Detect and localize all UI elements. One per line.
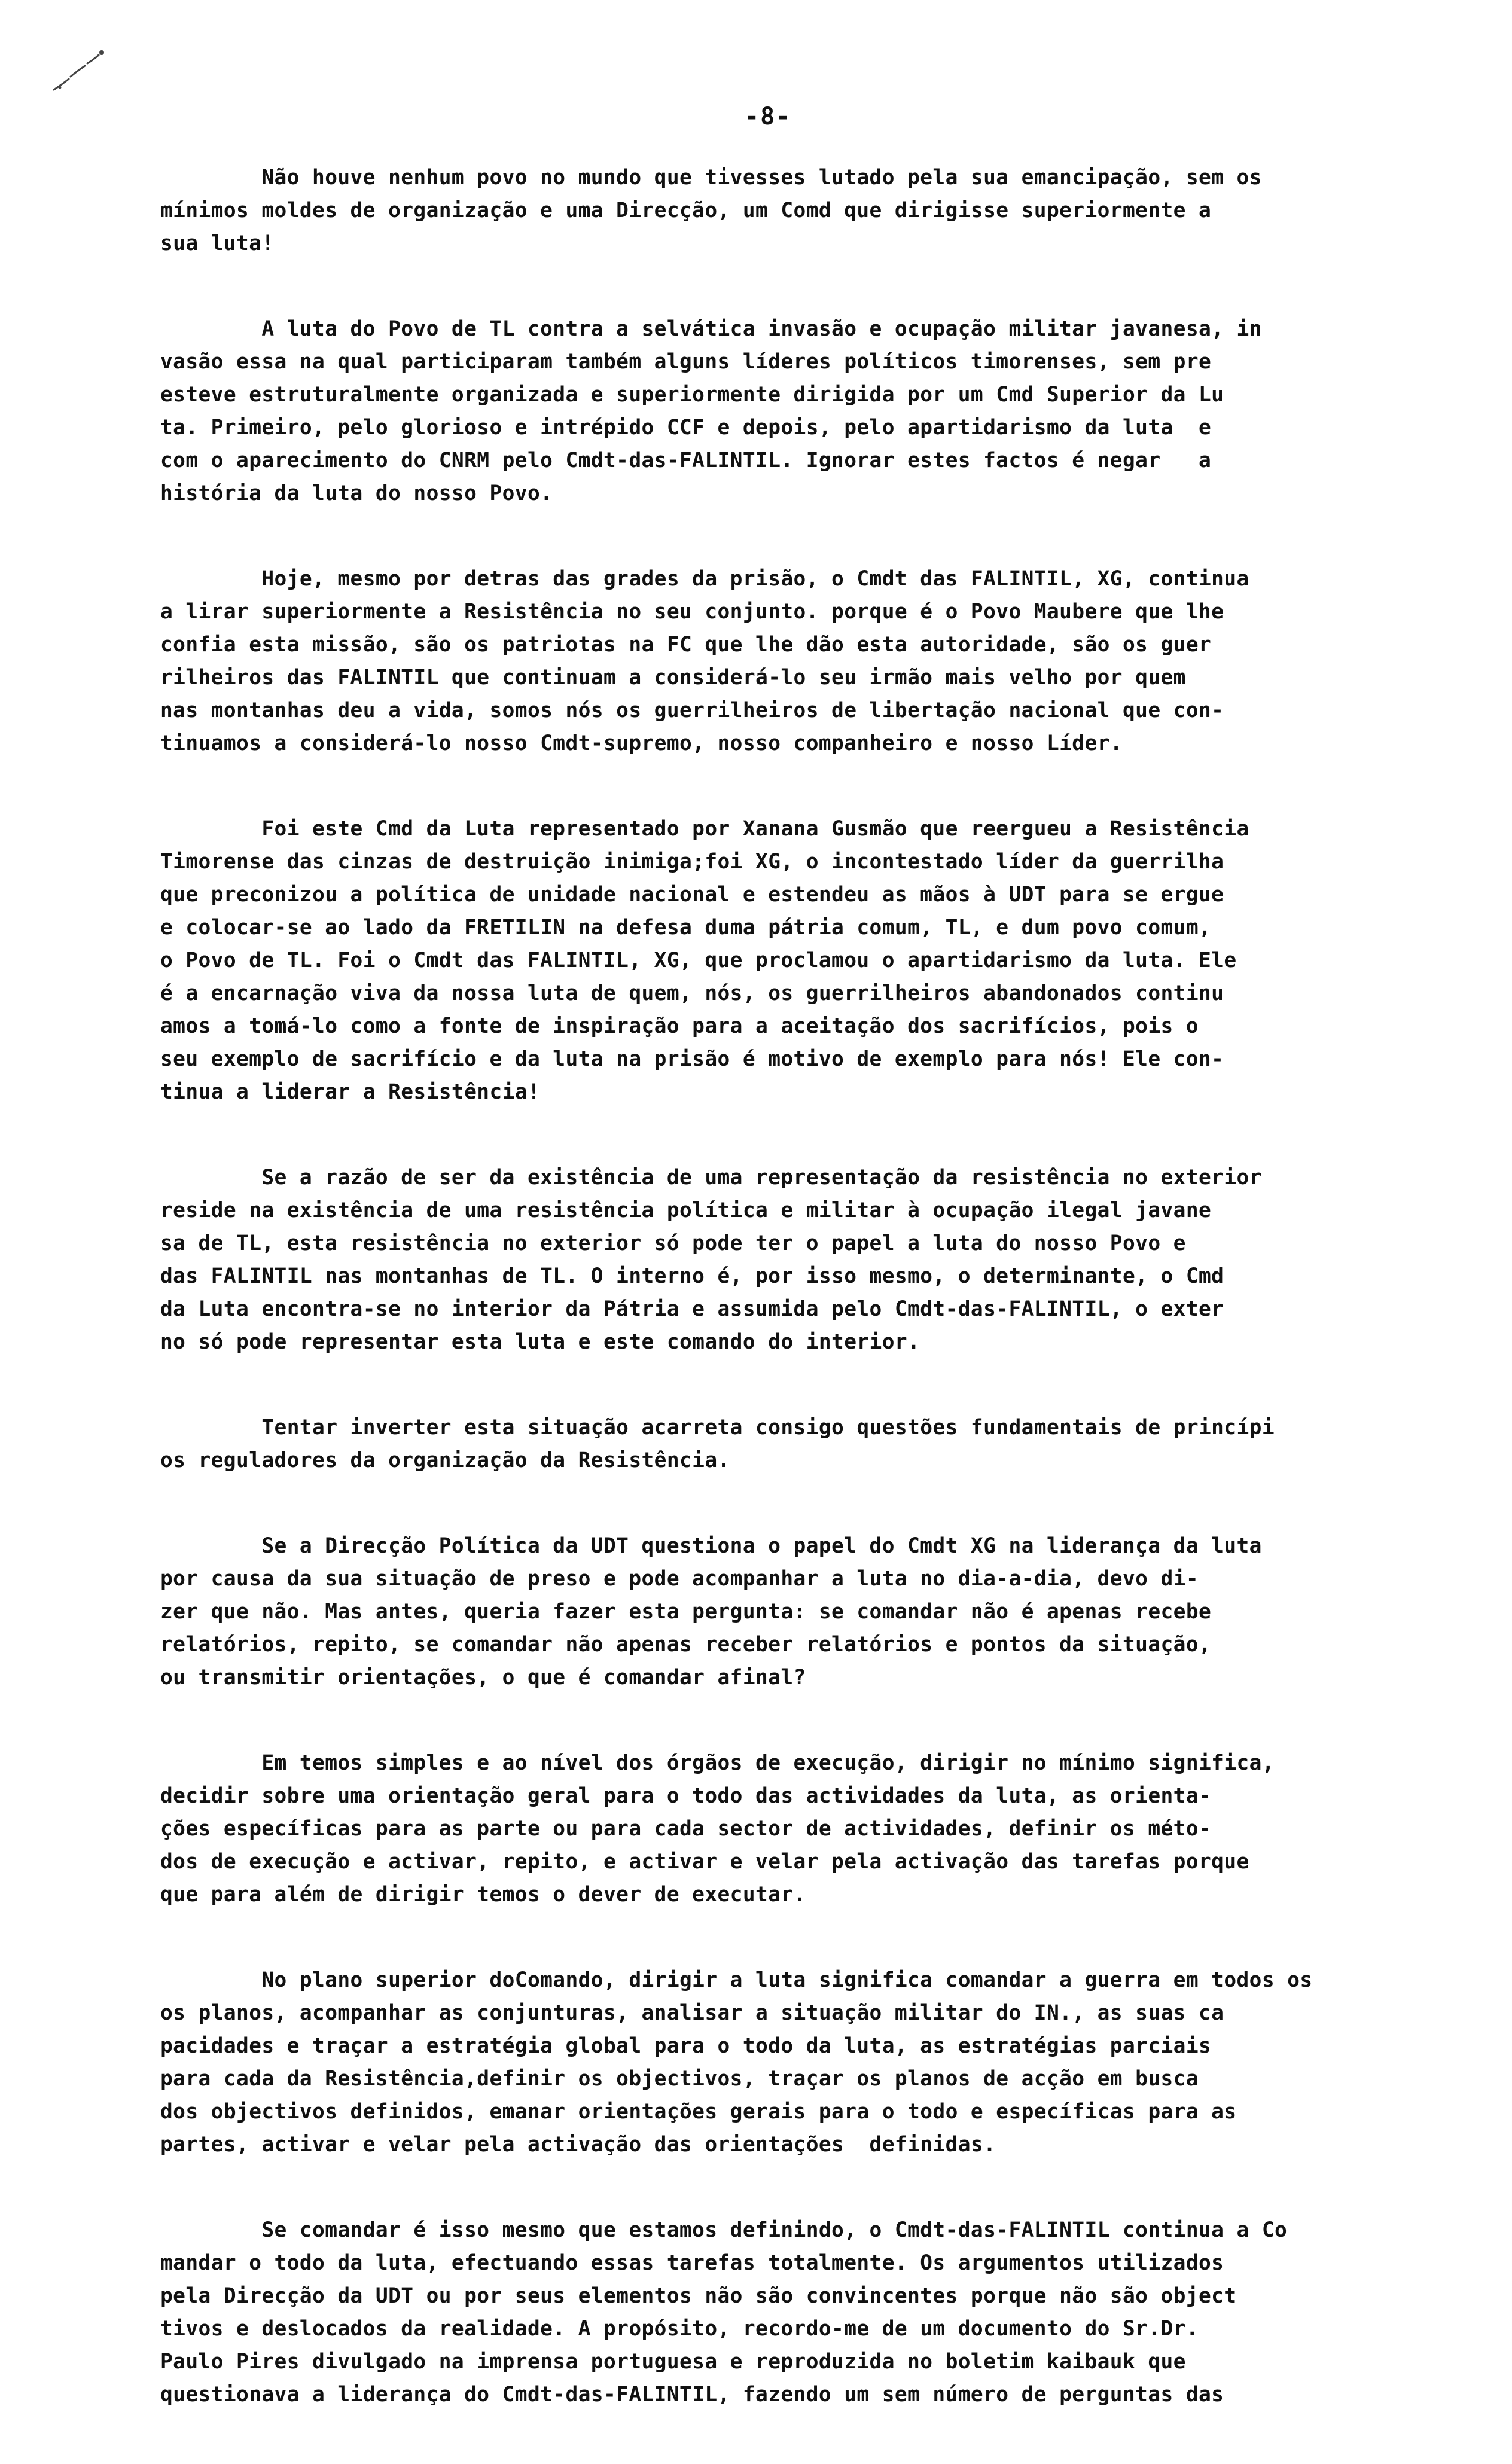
paragraph bbox=[160, 1161, 1476, 1359]
text-line: e colocar-se ao lado da FRETILIN na defesa duma pátria comum, TL, e dum povo comum, bbox=[160, 916, 1212, 940]
text-line: ções específicas para as parte ou para cada sector de actividades, definir os méto- bbox=[160, 1817, 1212, 1841]
paragraph bbox=[160, 2214, 1476, 2411]
text-line: da Luta encontra-se no interior da Pátria e assumida pelo Cmdt-das-FALINTIL, o exter bbox=[160, 1297, 1224, 1321]
text-line: com o aparecimento do CNRM pelo Cmdt-das-FALINTIL. Ignorar estes factos é negar a bbox=[160, 449, 1212, 472]
text-line: esteve estruturalmente organizada e superiormente dirigida por um Cmd Superior da Lu bbox=[160, 383, 1224, 407]
text-line: seu exemplo de sacrifício e da luta na prisão é motivo de exemplo para nós! Ele con- bbox=[160, 1047, 1224, 1071]
text-line: reside na existência de uma resistência política e militar à ocupação ilegal javane bbox=[160, 1199, 1212, 1222]
text-line: história da luta do nosso Povo. bbox=[160, 481, 553, 505]
text-line: tivos e deslocados da realidade. A propósito, recordo-me de um documento do Sr.Dr. bbox=[160, 2317, 1199, 2341]
paragraph bbox=[160, 161, 1476, 260]
paragraph bbox=[160, 1530, 1476, 1694]
text-line: os reguladores da organização da Resistência. bbox=[160, 1448, 730, 1472]
text-line: pacidades e traçar a estratégia global para o todo da luta, as estratégias parciais bbox=[160, 2034, 1212, 2058]
text-line: Hoje, mesmo por detras das grades da prisão, o Cmdt das FALINTIL, XG, continua bbox=[160, 567, 1249, 591]
text-line: Se a Direcção Política da UDT questiona o papel do Cmdt XG na liderança da luta bbox=[160, 1534, 1262, 1558]
text-line: rilheiros das FALINTIL que continuam a considerá-lo seu irmão mais velho por quem bbox=[160, 666, 1186, 690]
text-line: tinua a liderar a Resistência! bbox=[160, 1080, 541, 1104]
text-line: Em temos simples e ao nível dos órgãos de execução, dirigir no mínimo significa, bbox=[160, 1751, 1275, 1775]
text-line: A luta do Povo de TL contra a selvática invasão e ocupação militar javanesa, in bbox=[160, 317, 1262, 341]
text-line: sa de TL, esta resistência no exterior só pode ter o papel a luta do nosso Povo e bbox=[160, 1231, 1186, 1255]
text-line: zer que não. Mas antes, queria fazer esta pergunta: se comandar não é apenas recebe bbox=[160, 1600, 1212, 1624]
text-line: dos objectivos definidos, emanar orientações gerais para o todo e específicas para as bbox=[160, 2100, 1237, 2124]
text-line: ou transmitir orientações, o que é comandar afinal? bbox=[160, 1666, 806, 1690]
text-line: pela Direcção da UDT ou por seus elementos não são convincentes porque não são object bbox=[160, 2284, 1237, 2308]
text-line: das FALINTIL nas montanhas de TL. O interno é, por isso mesmo, o determinante, o Cmd bbox=[160, 1264, 1224, 1288]
text-line: partes, activar e velar pela activação das orientações definidas. bbox=[160, 2133, 996, 2157]
text-line: Tentar inverter esta situação acarreta consigo questões fundamentais de princípi bbox=[160, 1416, 1275, 1440]
text-line: Foi este Cmd da Luta representado por Xanana Gusmão que reergueu a Resistência bbox=[160, 817, 1249, 841]
text-line: mínimos moldes de organização e uma Direcção, um Comd que dirigisse superiormente a bbox=[160, 199, 1212, 222]
text-line: no só pode representar esta luta e este comando do interior. bbox=[160, 1330, 920, 1354]
text-line: decidir sobre uma orientação geral para o todo das actividades da luta, as orienta- bbox=[160, 1784, 1212, 1808]
ink-mark-icon bbox=[42, 42, 108, 96]
text-line: que para além de dirigir temos o dever de executar. bbox=[160, 1883, 806, 1907]
text-line: No plano superior doComando, dirigir a luta significa comandar a guerra em todos os bbox=[160, 1968, 1313, 1992]
text-line: relatórios, repito, se comandar não apenas receber relatórios e pontos da situação, bbox=[160, 1633, 1212, 1657]
text-line: vasão essa na qual participaram também alguns líderes políticos timorenses, sem pre bbox=[160, 350, 1212, 374]
text-line: nas montanhas deu a vida, somos nós os guerrilheiros de libertação nacional que con- bbox=[160, 699, 1224, 722]
paragraph bbox=[160, 813, 1476, 1109]
text-line: questionava a liderança do Cmdt-das-FALINTIL, fazendo um sem número de perguntas das bbox=[160, 2383, 1224, 2407]
text-line: os planos, acompanhar as conjunturas, analisar a situação militar do IN., as suas ca bbox=[160, 2001, 1224, 2025]
paragraph bbox=[160, 1964, 1476, 2161]
text-line: dos de execução e activar, repito, e activar e velar pela activação das tarefas porque bbox=[160, 1850, 1249, 1874]
text-line: o Povo de TL. Foi o Cmdt das FALINTIL, XG, que proclamou o apartidarismo da luta. Ele bbox=[160, 949, 1237, 972]
text-line: Se comandar é isso mesmo que estamos definindo, o Cmdt-das-FALINTIL continua a Co bbox=[160, 2218, 1288, 2242]
text-line: amos a tomá-lo como a fonte de inspiração para a aceitação dos sacrifícios, pois o bbox=[160, 1014, 1199, 1038]
text-line: Não houve nenhum povo no mundo que tivesses lutado pela sua emancipação, sem os bbox=[160, 166, 1262, 190]
paragraph bbox=[160, 313, 1476, 510]
text-line: que preconizou a política de unidade nacional e estendeu as mãos à UDT para se ergue bbox=[160, 883, 1224, 907]
text-line: é a encarnação viva da nossa luta de quem, nós, os guerrilheiros abandonados continu bbox=[160, 981, 1224, 1005]
paragraph bbox=[160, 563, 1476, 760]
paragraph bbox=[160, 1747, 1476, 1911]
document-body bbox=[160, 161, 1476, 2464]
text-line: mandar o todo da luta, efectuando essas tarefas totalmente. Os argumentos utilizados bbox=[160, 2251, 1224, 2275]
text-line: confia esta missão, são os patriotas na FC que lhe dão esta autoridade, são os guer bbox=[160, 633, 1212, 657]
text-line: ta. Primeiro, pelo glorioso e intrépido CCF e depois, pelo apartidarismo da luta e bbox=[160, 416, 1212, 440]
paragraph bbox=[160, 1411, 1476, 1477]
text-line: tinuamos a considerá-lo nosso Cmdt-supremo, nosso companheiro e nosso Líder. bbox=[160, 731, 1123, 755]
text-line: por causa da sua situação de preso e pode acompanhar a luta no dia-a-dia, devo di- bbox=[160, 1567, 1199, 1591]
text-line: Timorense das cinzas de destruição inimiga;foi XG, o incontestado líder da guerrilha bbox=[160, 850, 1224, 874]
text-line: Paulo Pires divulgado na imprensa portuguesa e reproduzida no boletim kaibauk que bbox=[160, 2350, 1186, 2374]
page-number: -8- bbox=[745, 103, 792, 130]
text-line: Se a razão de ser da existência de uma representação da resistência no exterior bbox=[160, 1166, 1262, 1190]
text-line: para cada da Resistência,definir os objectivos, traçar os planos de acção em busca bbox=[160, 2067, 1199, 2091]
text-line: a lirar superiormente a Resistência no seu conjunto. porque é o Povo Maubere que lhe bbox=[160, 600, 1224, 624]
text-line: sua luta! bbox=[160, 231, 275, 255]
